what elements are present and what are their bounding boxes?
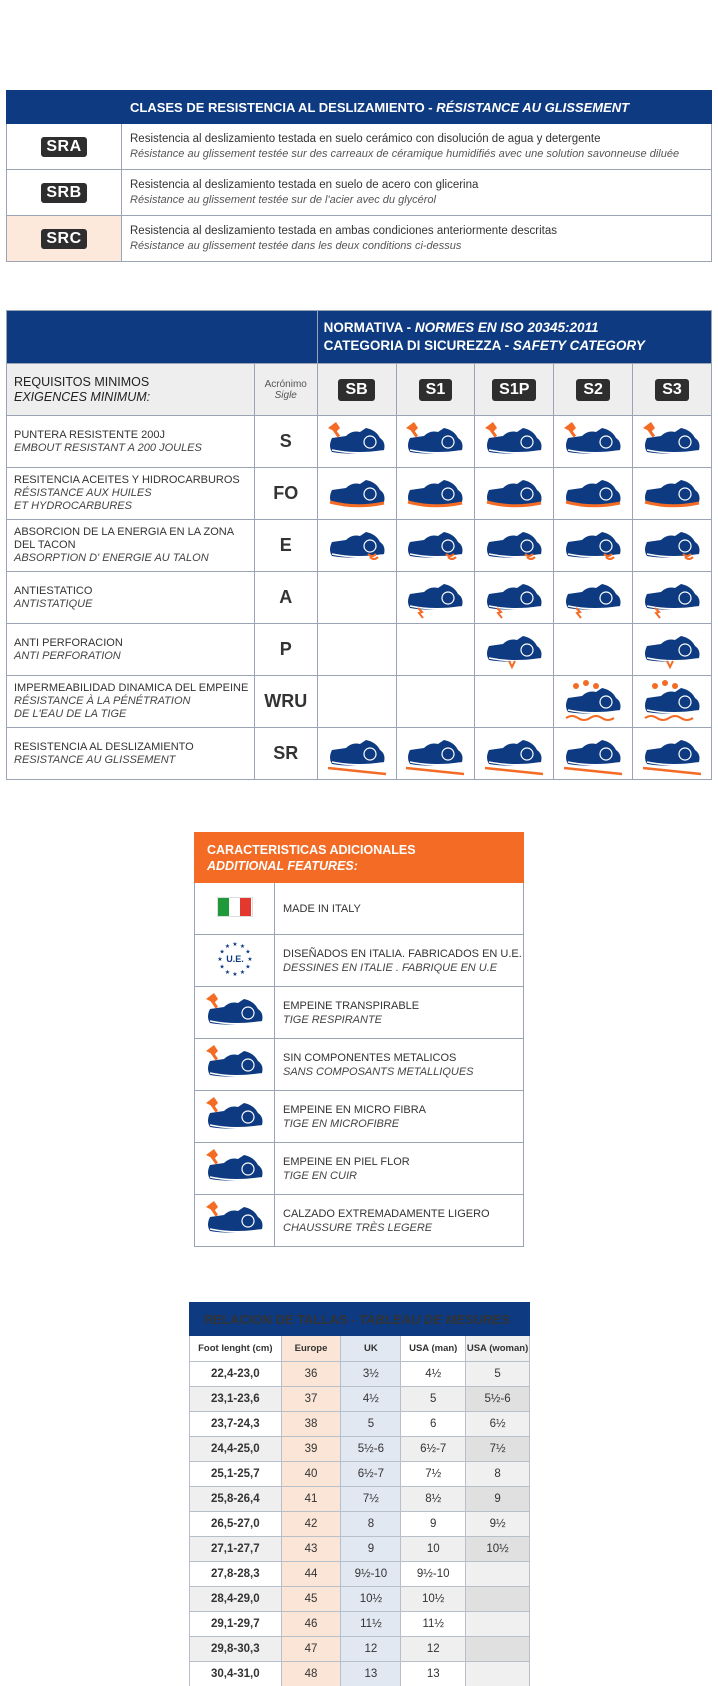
breathable-shoe-icon xyxy=(195,991,274,1035)
size-row xyxy=(190,1412,530,1437)
size-cell: 6½-7 xyxy=(341,1462,401,1487)
size-row xyxy=(190,1637,530,1662)
svg-text:★: ★ xyxy=(231,972,238,978)
requirement-fr: RÉSISTANCE À LA PÉNÉTRATION xyxy=(14,695,191,707)
size-cell xyxy=(466,1587,530,1612)
requirement-row xyxy=(7,468,712,520)
slip-shoe-icon xyxy=(318,732,396,776)
heel-shoe-icon xyxy=(475,524,553,568)
requirement-fr: ANTISTATIQUE xyxy=(14,597,93,610)
requirement-acronym: E xyxy=(254,520,317,572)
size-cell: 5 xyxy=(466,1362,530,1387)
slip-resistance-table xyxy=(6,90,712,262)
requirement-es: ANTIESTATICO xyxy=(14,584,93,597)
slip-desc-es: Resistencia al deslizamiento testada en suelo cerámico con disolución de agua y detergente xyxy=(130,132,601,145)
size-cell: 25,1-25,7 xyxy=(190,1462,282,1487)
size-cell: 10½ xyxy=(466,1537,530,1562)
safety-norm-table xyxy=(6,310,712,780)
toe-cap-shoe-icon xyxy=(633,420,711,464)
slip-shoe-icon xyxy=(633,732,711,776)
size-chart-table xyxy=(189,1302,530,1686)
features-header: CARACTERISTICAS ADICIONALES ADDITIONAL FEATURES: xyxy=(195,833,524,883)
category-s3: S3 xyxy=(655,379,689,401)
requirement-es: PUNTERA RESISTENTE 200J xyxy=(14,428,165,441)
microfiber-shoe-icon xyxy=(195,1095,274,1139)
svg-text:★: ★ xyxy=(246,957,253,963)
antistatic-shoe-icon xyxy=(397,576,475,620)
feature-rows xyxy=(195,883,524,1247)
feature-row xyxy=(195,935,524,987)
size-cell: 6 xyxy=(401,1412,466,1437)
heel-shoe-icon xyxy=(554,524,632,568)
norm-title: NORMATIVA - NORMES EN ISO 20345:2011 CATEGORIA DI SICUREZZA - SAFETY CATEGORY xyxy=(317,311,711,364)
size-cell: 6½ xyxy=(466,1412,530,1437)
col-foot-length: Foot lenght (cm) xyxy=(190,1336,282,1362)
feature-fr: TIGE EN CUIR xyxy=(283,1169,357,1182)
size-row xyxy=(190,1662,530,1686)
italy-flag-icon xyxy=(217,897,253,917)
toe-cap-shoe-icon xyxy=(397,420,475,464)
feature-es: EMPEINE EN PIEL FLOR xyxy=(283,1155,410,1168)
size-cell: 29,1-29,7 xyxy=(190,1612,282,1637)
size-cell xyxy=(466,1562,530,1587)
size-row xyxy=(190,1487,530,1512)
requirement-es: RESITENCIA ACEITES Y HIDROCARBUROS xyxy=(14,474,240,486)
perforation-shoe-icon xyxy=(475,628,553,672)
requirement-fr: EMBOUT RESISTANT A 200 JOULES xyxy=(14,441,202,454)
heel-shoe-icon xyxy=(397,524,475,568)
feature-row xyxy=(195,987,524,1039)
size-chart-header: RELACION DE TALLAS - TABLEAU DE MESURES xyxy=(190,1303,530,1336)
requirement-acronym: FO xyxy=(254,468,317,520)
size-cell: 46 xyxy=(281,1612,341,1637)
size-cell: 13 xyxy=(401,1662,466,1686)
size-cell: 7½ xyxy=(466,1437,530,1462)
size-cell: 7½ xyxy=(341,1487,401,1512)
toe-cap-shoe-icon xyxy=(318,420,396,464)
size-cell: 40 xyxy=(281,1462,341,1487)
oil-shoe-icon xyxy=(397,472,475,516)
size-cell: 12 xyxy=(401,1637,466,1662)
size-cell: 5 xyxy=(401,1387,466,1412)
size-cell: 11½ xyxy=(341,1612,401,1637)
requirement-es: IMPERMEABILIDAD DINAMICA DEL EMPEINE xyxy=(14,682,249,694)
src-badge: SRC xyxy=(41,229,86,249)
size-cell: 26,5-27,0 xyxy=(190,1512,282,1537)
slip-shoe-icon xyxy=(475,732,553,776)
toe-cap-shoe-icon xyxy=(554,420,632,464)
requirements-heading: REQUISITOS MINIMOS EXIGENCES MINIMUM: xyxy=(7,364,255,416)
slip-header-row xyxy=(7,91,712,124)
size-cell: 9½-10 xyxy=(401,1562,466,1587)
size-cell: 9 xyxy=(401,1512,466,1537)
oil-shoe-icon xyxy=(318,472,396,516)
size-cell: 10½ xyxy=(401,1587,466,1612)
slip-shoe-icon xyxy=(397,732,475,776)
feature-row xyxy=(195,1091,524,1143)
feature-es: DISEÑADOS EN ITALIA. FABRICADOS EN U.E. xyxy=(283,947,522,960)
heel-shoe-icon xyxy=(633,524,711,568)
requirement-fr: DE L'EAU DE LA TIGE xyxy=(14,708,127,720)
size-row xyxy=(190,1387,530,1412)
size-cell: 43 xyxy=(281,1537,341,1562)
col-usa-woman: USA (woman) xyxy=(466,1336,530,1362)
size-cell: 5½-6 xyxy=(341,1437,401,1462)
size-cell: 23,7-24,3 xyxy=(190,1412,282,1437)
requirement-row xyxy=(7,520,712,572)
svg-text:★: ★ xyxy=(216,957,223,963)
requirement-es: ANTI PERFORACION xyxy=(14,636,123,649)
size-cell: 5 xyxy=(341,1412,401,1437)
slip-desc-fr: Résistance au glissement testée dans les deux conditions ci-dessus xyxy=(130,239,462,252)
slip-desc-fr: Résistance au glissement testée sur de l'acier avec du glycérol xyxy=(130,193,436,206)
slip-title: CLASES DE RESISTENCIA AL DESLIZAMIENTO - RÉSISTANCE AU GLISSEMENT xyxy=(122,91,712,124)
feature-row xyxy=(195,1195,524,1247)
size-row xyxy=(190,1537,530,1562)
feature-es: CALZADO EXTREMADAMENTE LIGERO xyxy=(283,1207,490,1220)
feature-fr: DESSINES EN ITALIE . FABRIQUE EN U.E xyxy=(283,961,498,974)
col-europe: Europe xyxy=(281,1336,341,1362)
norm-category-row xyxy=(7,364,712,416)
feature-fr: TIGE RESPIRANTE xyxy=(283,1013,383,1026)
metal-free-shoe-icon xyxy=(195,1043,274,1087)
requirement-fr: RESISTANCE AU GLISSEMENT xyxy=(14,753,176,766)
category-s1p: S1P xyxy=(492,379,536,401)
requirement-row xyxy=(7,676,712,728)
size-cell: 29,8-30,3 xyxy=(190,1637,282,1662)
water-shoe-icon xyxy=(554,680,632,724)
size-cell: 30,4-31,0 xyxy=(190,1662,282,1686)
size-cell: 4½ xyxy=(341,1387,401,1412)
col-uk: UK xyxy=(341,1336,401,1362)
heel-shoe-icon xyxy=(318,524,396,568)
feature-fr: CHAUSSURE TRÈS LEGERE xyxy=(283,1221,433,1234)
antistatic-shoe-icon xyxy=(554,576,632,620)
perforation-shoe-icon xyxy=(633,628,711,672)
slip-desc-es: Resistencia al deslizamiento testada en suelo de acero con glicerina xyxy=(130,178,479,191)
svg-text:★: ★ xyxy=(231,942,238,948)
requirement-es: ABSORCION DE LA ENERGIA EN LA ZONA DEL TACON xyxy=(14,526,234,551)
toe-cap-shoe-icon xyxy=(475,420,553,464)
size-cell: 44 xyxy=(281,1562,341,1587)
requirement-fr: ABSORPTION D' ENERGIE AU TALON xyxy=(14,552,209,564)
size-cell: 7½ xyxy=(401,1462,466,1487)
col-usa-man: USA (man) xyxy=(401,1336,466,1362)
size-cell: 47 xyxy=(281,1637,341,1662)
size-cell: 11½ xyxy=(401,1612,466,1637)
oil-shoe-icon xyxy=(633,472,711,516)
size-row xyxy=(190,1462,530,1487)
size-cell: 41 xyxy=(281,1487,341,1512)
size-cell xyxy=(466,1612,530,1637)
feature-es: EMPEINE EN MICRO FIBRA xyxy=(283,1103,427,1116)
category-sb: SB xyxy=(338,379,374,401)
size-row xyxy=(190,1587,530,1612)
antistatic-shoe-icon xyxy=(475,576,553,620)
svg-text:★: ★ xyxy=(239,944,245,951)
size-cell: 6½-7 xyxy=(401,1437,466,1462)
size-cell: 5½-6 xyxy=(466,1387,530,1412)
norm-rows xyxy=(7,416,712,780)
size-cell: 38 xyxy=(281,1412,341,1437)
slip-row-src xyxy=(7,216,712,262)
requirement-row xyxy=(7,572,712,624)
lightweight-shoe-icon xyxy=(195,1199,274,1243)
leather-shoe-icon xyxy=(195,1147,274,1191)
requirement-acronym: S xyxy=(254,416,317,468)
svg-text:★: ★ xyxy=(218,964,225,971)
norm-header-row xyxy=(7,311,712,364)
antistatic-shoe-icon xyxy=(633,576,711,620)
srb-badge: SRB xyxy=(41,183,86,203)
sra-badge: SRA xyxy=(41,137,86,157)
feature-row xyxy=(195,883,524,935)
oil-shoe-icon xyxy=(554,472,632,516)
feature-fr: SANS COMPOSANTS METALLIQUES xyxy=(283,1065,474,1078)
size-row xyxy=(190,1562,530,1587)
svg-text:★: ★ xyxy=(224,969,230,976)
eu-stars-icon xyxy=(215,938,255,978)
requirement-fr: ANTI PERFORATION xyxy=(14,649,121,662)
size-cell: 8 xyxy=(466,1462,530,1487)
size-cell: 9½ xyxy=(466,1512,530,1537)
feature-row xyxy=(195,1039,524,1091)
additional-features-table xyxy=(194,832,524,1247)
size-cell: 42 xyxy=(281,1512,341,1537)
size-cell: 10 xyxy=(401,1537,466,1562)
feature-es: SIN COMPONENTES METALICOS xyxy=(283,1051,457,1064)
category-s1: S1 xyxy=(419,379,453,401)
svg-text:★: ★ xyxy=(244,949,251,956)
requirement-fr: RÉSISTANCE AUX HUILES xyxy=(14,487,152,499)
svg-text:U.E.: U.E. xyxy=(225,954,244,964)
category-s2: S2 xyxy=(576,379,610,401)
size-cell: 9½-10 xyxy=(341,1562,401,1587)
acronym-heading: Acrónimo Sigle xyxy=(254,364,317,416)
slip-row-srb xyxy=(7,170,712,216)
size-cell: 4½ xyxy=(401,1362,466,1387)
size-cell: 12 xyxy=(341,1637,401,1662)
size-cell: 25,8-26,4 xyxy=(190,1487,282,1512)
size-cell: 48 xyxy=(281,1662,341,1686)
size-cell: 22,4-23,0 xyxy=(190,1362,282,1387)
requirement-row xyxy=(7,728,712,780)
size-cell: 24,4-25,0 xyxy=(190,1437,282,1462)
requirement-fr: ET HYDROCARBURES xyxy=(14,500,132,512)
size-cell: 27,8-28,3 xyxy=(190,1562,282,1587)
slip-row-sra xyxy=(7,124,712,170)
requirement-row xyxy=(7,416,712,468)
size-row xyxy=(190,1437,530,1462)
water-shoe-icon xyxy=(633,680,711,724)
requirement-acronym: P xyxy=(254,624,317,676)
size-cell: 9 xyxy=(341,1537,401,1562)
size-cell: 10½ xyxy=(341,1587,401,1612)
size-cell: 37 xyxy=(281,1387,341,1412)
feature-fr: TIGE EN MICROFIBRE xyxy=(283,1117,400,1130)
size-cell: 27,1-27,7 xyxy=(190,1537,282,1562)
size-row xyxy=(190,1362,530,1387)
size-rows xyxy=(190,1362,530,1686)
svg-text:★: ★ xyxy=(218,949,225,956)
size-cell: 36 xyxy=(281,1362,341,1387)
feature-row xyxy=(195,1143,524,1195)
requirement-row xyxy=(7,624,712,676)
requirement-acronym: SR xyxy=(254,728,317,780)
slip-desc-es: Resistencia al deslizamiento testada en ambas condiciones anteriormente descritas xyxy=(130,224,558,237)
requirement-es: RESISTENCIA AL DESLIZAMIENTO xyxy=(14,740,194,753)
size-column-headers xyxy=(190,1336,530,1362)
slip-desc-fr: Résistance au glissement testée sur des carreaux de céramique humidifiés avec une solution savonneuse diluée xyxy=(130,147,680,160)
size-cell: 13 xyxy=(341,1662,401,1686)
svg-text:★: ★ xyxy=(224,944,230,951)
oil-shoe-icon xyxy=(475,472,553,516)
size-cell: 9 xyxy=(466,1487,530,1512)
feature-es: MADE IN ITALY xyxy=(283,902,361,915)
requirement-acronym: A xyxy=(254,572,317,624)
size-cell: 45 xyxy=(281,1587,341,1612)
requirement-acronym: WRU xyxy=(254,676,317,728)
size-cell: 23,1-23,6 xyxy=(190,1387,282,1412)
size-row xyxy=(190,1612,530,1637)
size-cell xyxy=(466,1662,530,1686)
size-cell: 39 xyxy=(281,1437,341,1462)
size-cell: 3½ xyxy=(341,1362,401,1387)
size-cell: 8 xyxy=(341,1512,401,1537)
size-cell xyxy=(466,1637,530,1662)
size-row xyxy=(190,1512,530,1537)
feature-es: EMPEINE TRANSPIRABLE xyxy=(283,999,420,1012)
size-cell: 8½ xyxy=(401,1487,466,1512)
size-cell: 28,4-29,0 xyxy=(190,1587,282,1612)
slip-shoe-icon xyxy=(554,732,632,776)
svg-text:★: ★ xyxy=(244,964,251,971)
svg-text:★: ★ xyxy=(239,969,245,976)
